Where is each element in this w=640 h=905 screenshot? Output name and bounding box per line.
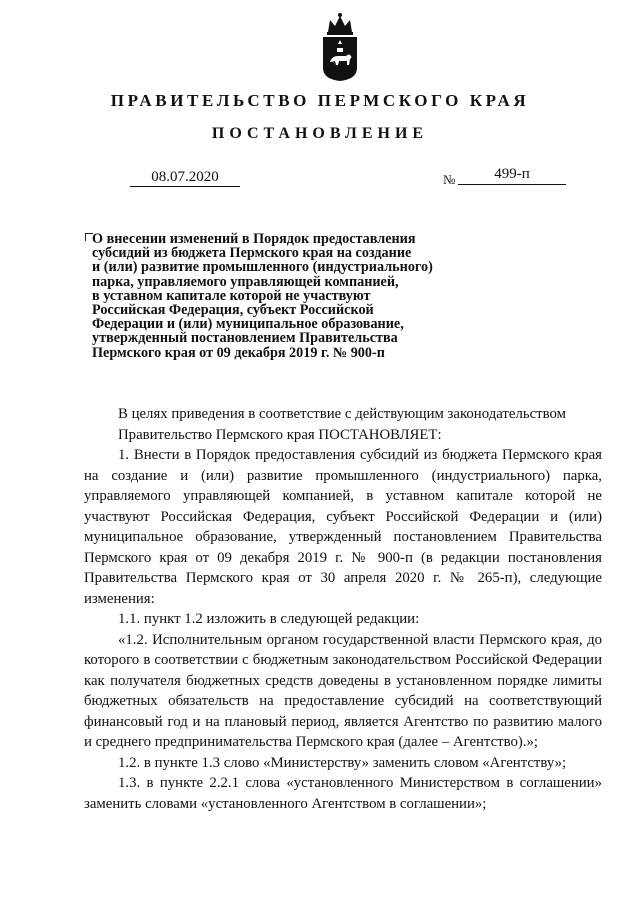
subject-line: Федерации и (или) муниципальное образование, bbox=[92, 316, 404, 333]
subject-line: Российская Федерация, субъект Российской bbox=[92, 301, 374, 318]
paragraph-preamble: В целях приведения в соответствие с действующим законодательством bbox=[118, 406, 566, 422]
paragraph-quoted-text: «1.2. Исполнительным органом государственной власти Пермского края, до которого в соответствии с бюджетным законодательством Российской Федерации как получателя бюджетных средств доведены в установленном порядке лимиты бюджетных обязательств на предоставление субсидий на соответствующий финансовый год и на плановый период, является Агентство по развитию малого и среднего предпринимательства Пермского края (далее – Агентство).»; bbox=[84, 631, 602, 750]
number-sign: № bbox=[443, 172, 456, 187]
subject-line: субсидий из бюджета Пермского края на создание bbox=[92, 245, 412, 262]
paragraph-item-1: 1. Внести в Порядок предоставления субсидий из бюджета Пермского края на создание и (или) развитие промышленного (индустриального) парка, управляемого управляющей компанией, в уставном капитале которой не участвуют Российская Федерация, субъект Российской Федерации и (или) муниципальное образование, утвержденный постановлением Правительства Пермского края от 09 декабря 2019 г. № 900-п (в редакции постановления Правительства Пермского края от 30 апреля 2020 г. № 265-п), следующие изменения: bbox=[84, 447, 602, 607]
subject-line: Пермского края от 09 декабря 2019 г. № 900-п bbox=[92, 344, 385, 361]
coat-of-arms-icon bbox=[318, 10, 362, 82]
document-subject bbox=[92, 232, 472, 360]
subject-line: утвержденный постановлением Правительства bbox=[92, 330, 398, 347]
document-number: 499-п bbox=[458, 166, 566, 185]
government-title: ПРАВИТЕЛЬСТВО ПЕРМСКОГО КРАЯ bbox=[110, 91, 530, 110]
subject-line: парка, управляемого управляющей компанией, bbox=[92, 273, 399, 290]
paragraph-resolves: Правительство Пермского края ПОСТАНОВЛЯЕТ: bbox=[118, 426, 442, 443]
subject-line: О внесении изменений в Порядок предоставления bbox=[92, 231, 416, 247]
subject-line: и (или) развитие промышленного (индустриального) bbox=[92, 259, 433, 276]
paragraph-item-1-3: 1.3. в пункте 2.2.1 слова «установленного Министерством в соглашении» заменить словами «установленного Агентством в соглашении»; bbox=[84, 775, 602, 812]
paragraph-item-1-1: 1.1. пункт 1.2 изложить в следующей редакции: bbox=[118, 611, 420, 627]
document-type: ПОСТАНОВЛЕНИЕ bbox=[211, 125, 429, 142]
document-body bbox=[84, 404, 602, 814]
subject-line: в уставном капитале которой не участвуют bbox=[92, 287, 371, 304]
paragraph-item-1-2: 1.2. в пункте 1.3 слово «Министерству» заменить словом «Агентству»; bbox=[118, 754, 567, 771]
document-date: 08.07.2020 bbox=[130, 168, 240, 187]
